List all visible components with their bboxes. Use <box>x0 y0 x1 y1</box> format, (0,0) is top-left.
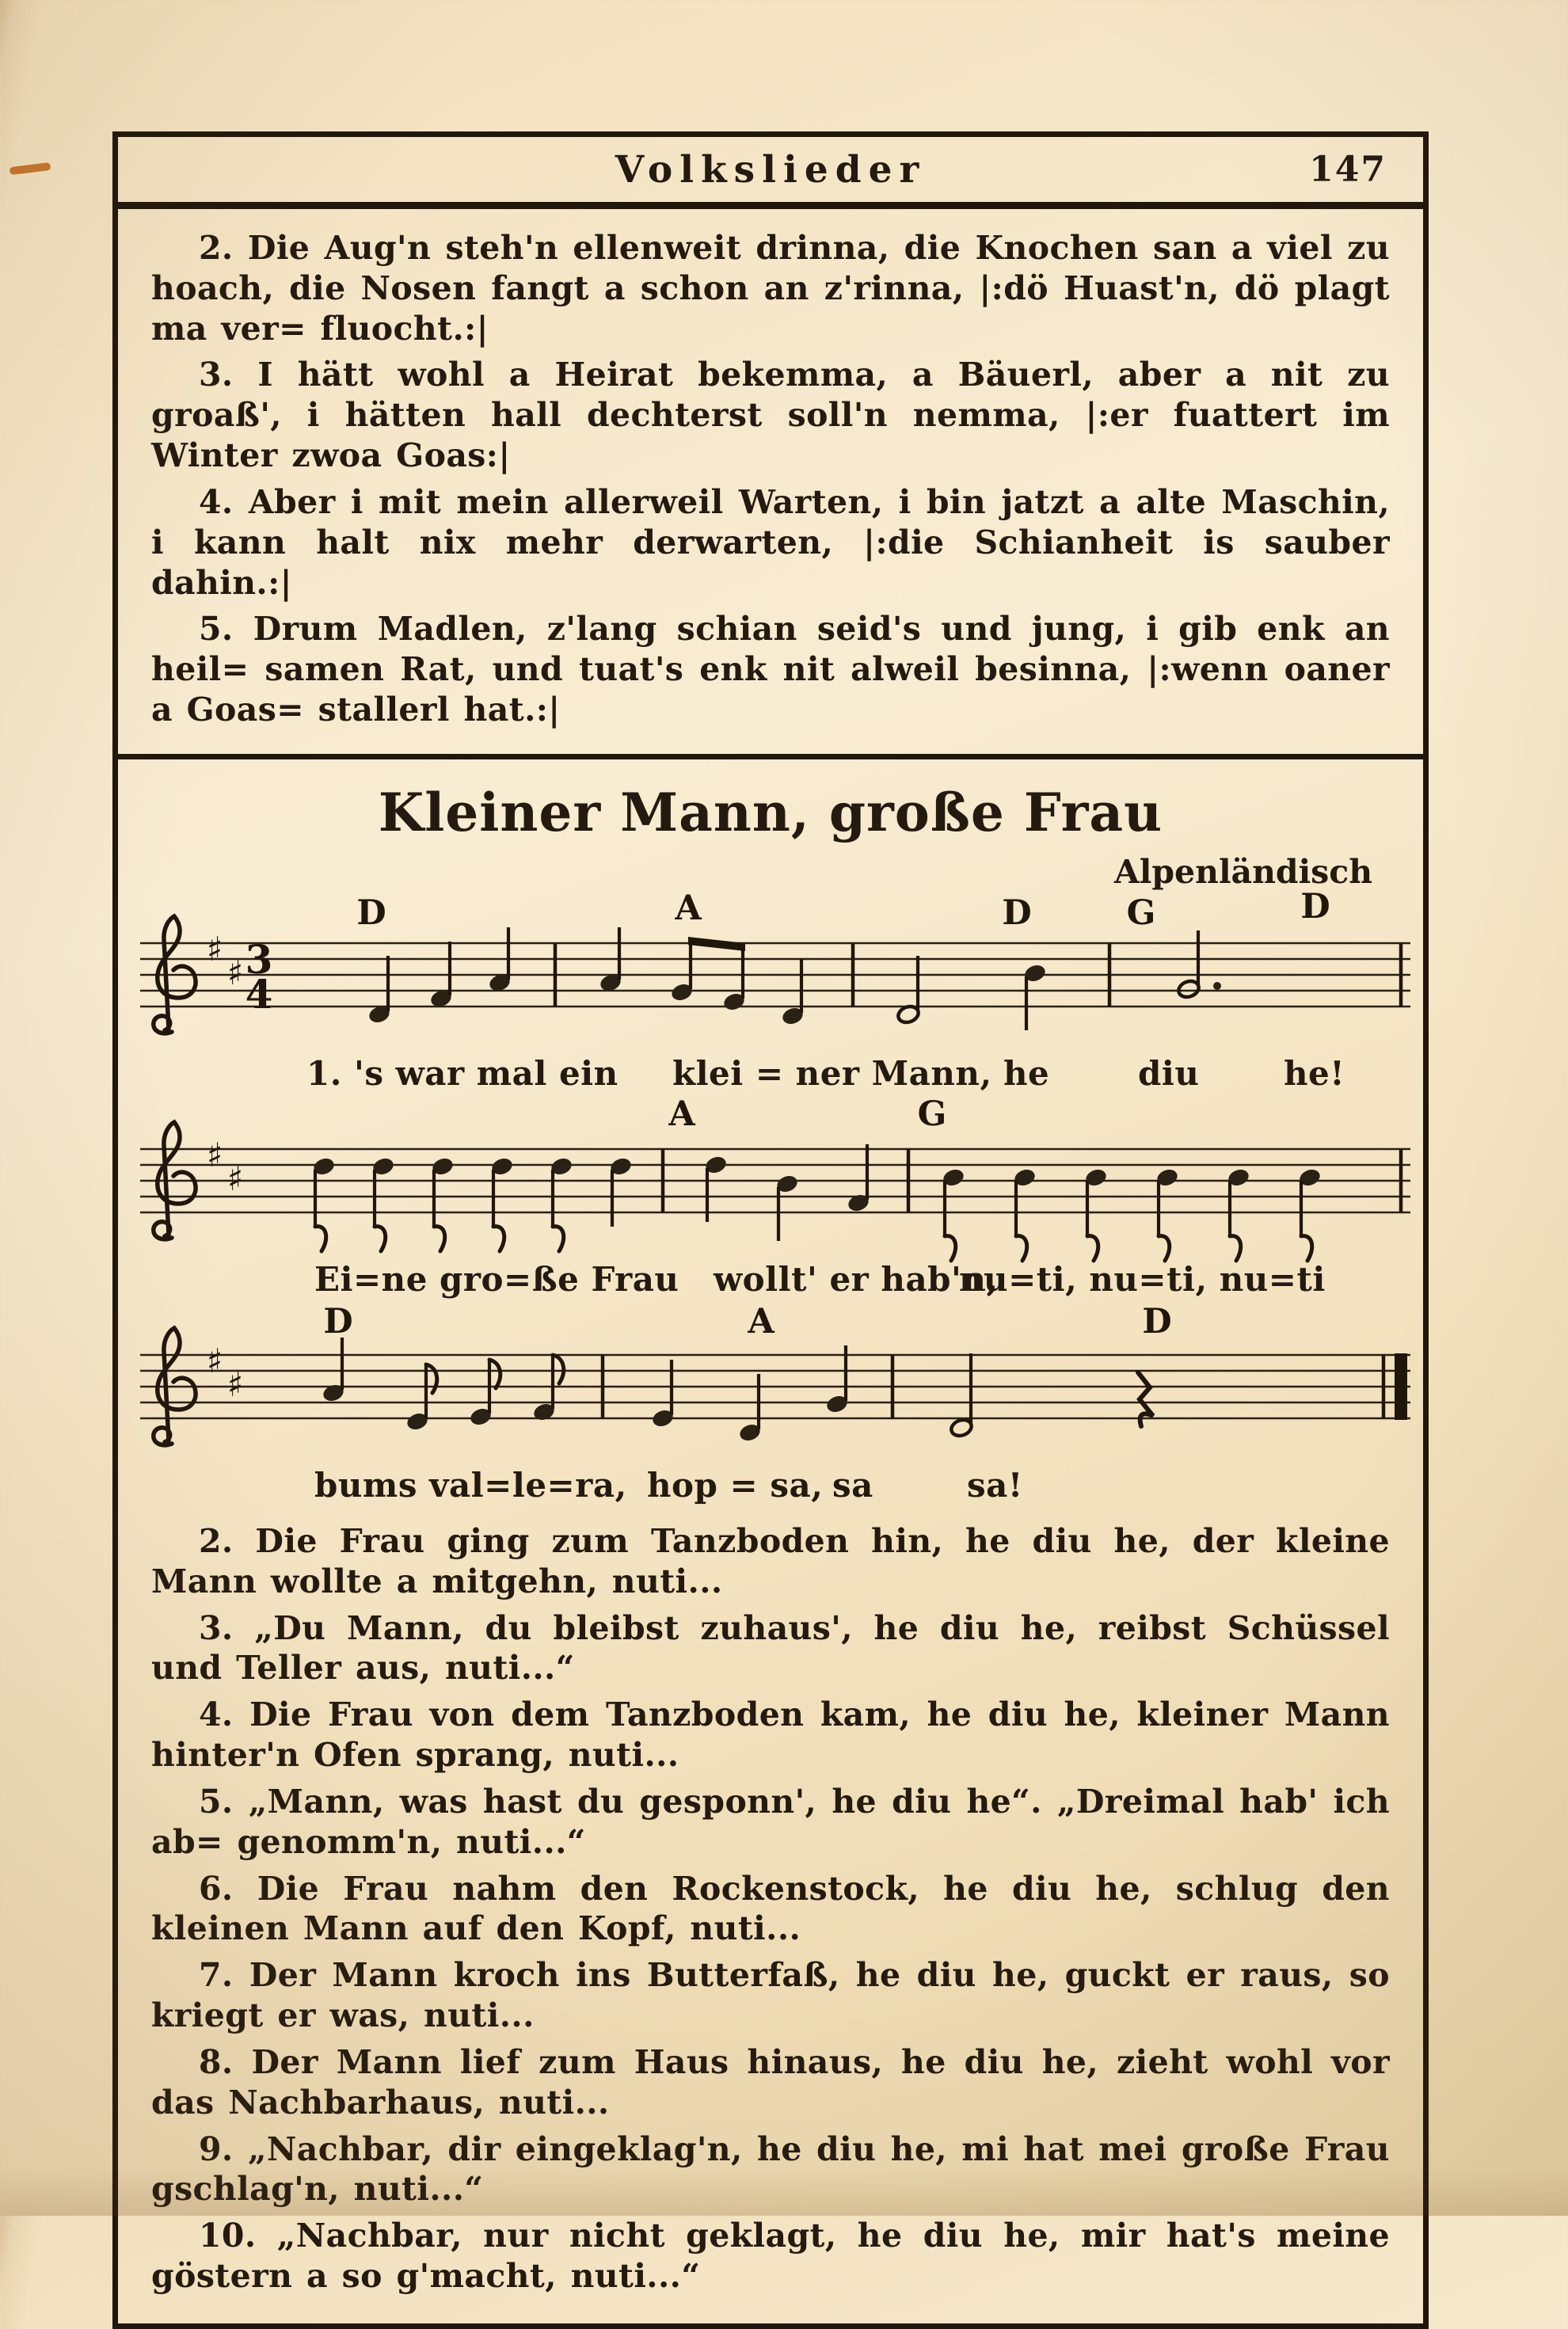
notes <box>322 1338 1407 1443</box>
margin-mark <box>10 162 51 175</box>
lyric: he! <box>1284 1053 1345 1093</box>
lyric: bums val=le=ra, <box>314 1465 627 1505</box>
svg-text:3: 3 <box>245 935 273 983</box>
page-header <box>118 137 1423 209</box>
verse-paragraph: 5. „Mann, was hast du gesponn', he diu he“. „Dreimal hab' ich ab= genomm'n, nuti...“ <box>151 1782 1390 1861</box>
chord-label: A <box>668 1094 695 1134</box>
chord-label: G <box>917 1094 947 1134</box>
verse-paragraph: 7. Der Mann kroch ins Butterfaß, he diu he, guckt er raus, so kriegt er was, nuti... <box>151 1956 1390 2035</box>
chord-label: A <box>748 1301 774 1341</box>
lyric: Ei=ne gro=ße Frau <box>314 1259 679 1299</box>
verse-paragraph: 2. Die Aug'n steh'n ellenweit drinna, die Knochen san a viel zu hoach, die Nosen fangt a schon an z'rinna, |:dö Huast'n, dö plagt ma ver= fluocht.:| <box>151 229 1390 348</box>
svg-text:♯: ♯ <box>227 1159 244 1198</box>
staff-lines <box>140 1149 1410 1212</box>
chord-label: D <box>323 1301 353 1341</box>
verse-paragraph: 10. „Nachbar, nur nicht geklagt, he diu he, mir hat's meine göstern a so g'macht, nuti...“ <box>151 2217 1390 2296</box>
music-staff-1 <box>134 886 1417 1054</box>
verse-paragraph: 4. Die Frau von dem Tanzboden kam, he diu he, kleiner Mann hinter'n Ofen sprang, nuti... <box>151 1695 1390 1775</box>
lyric: diu <box>1138 1053 1200 1093</box>
lyric: wollt' er hab'n, <box>714 1259 999 1299</box>
content-frame <box>112 131 1429 2329</box>
lyric: 1. 's war mal ein <box>306 1053 618 1093</box>
svg-text:♯: ♯ <box>207 1135 223 1174</box>
verse-paragraph: 5. Drum Madlen, z'lang schian seid's und jung, i gib enk an heil= samen Rat, und tuat's enk nit alweil besinna, |:wenn oaner a Goas= stallerl hat.:| <box>151 610 1390 729</box>
music-staff-2 <box>134 1094 1417 1260</box>
chord-labels <box>356 887 1330 933</box>
music-system-2 <box>118 1094 1433 1303</box>
time-signature <box>245 936 273 1018</box>
chord-label: G <box>1126 892 1156 933</box>
chord-label: D <box>356 892 386 933</box>
song-title: Kleiner Mann, große Frau <box>378 781 1163 843</box>
lyric: klei = ner Mann, <box>672 1053 992 1093</box>
lyrics-line-2 <box>118 1260 1433 1303</box>
chord-label: D <box>1300 886 1330 927</box>
chord-labels <box>668 1094 946 1134</box>
verse-paragraph: 2. Die Frau ging zum Tanzboden hin, he diu he, der kleine Mann wollte a mitgehn, nuti... <box>151 1521 1390 1600</box>
lyric: sa! <box>967 1465 1023 1505</box>
chord-label: A <box>675 888 702 928</box>
verse-paragraph: 9. „Nachbar, dir eingeklag'n, he diu he, mi hat mei große Frau gschlag'n, nuti...“ <box>151 2129 1390 2209</box>
song-origin: Alpenländisch <box>1114 852 1372 891</box>
verse-paragraph: 3. „Du Mann, du bleibst zuhaus', he diu he, reibst Schüssel und Teller aus, nuti...“ <box>151 1608 1390 1688</box>
page-number: 147 <box>1309 149 1387 190</box>
verse-paragraph: 4. Aber i mit mein allerweil Warten, i bin jatzt a alte Maschin, i kann halt nix mehr derwarten, |:die Schianheit is sauber dahin.:| <box>151 482 1390 602</box>
key-signature <box>207 1136 243 1198</box>
music-system-1 <box>118 886 1433 1097</box>
svg-text:4: 4 <box>245 970 273 1018</box>
svg-text:♯: ♯ <box>207 1341 223 1380</box>
chord-label: D <box>1142 1301 1172 1341</box>
chord-label: D <box>1002 892 1032 933</box>
music-system-3 <box>118 1301 1433 1509</box>
svg-text:♯: ♯ <box>207 929 223 969</box>
lyric: sa <box>832 1465 873 1505</box>
svg-text:♯: ♯ <box>227 1364 244 1404</box>
lyric: nu=ti, nu=ti, nu=ti <box>959 1259 1326 1299</box>
verse-paragraph: 3. I hätt wohl a Heirat bekemma, a Bäuerl, aber a nit zu groaß', i hätten hall dechterst soll'n nemma, |:er fuattert im Winter zwoa Goas:| <box>151 356 1390 475</box>
lyric: hop = sa, <box>647 1465 824 1505</box>
section-divider <box>118 754 1423 759</box>
page-header-title: Volkslieder <box>615 147 927 192</box>
staff-lines <box>140 943 1410 1007</box>
chord-labels <box>323 1302 1171 1341</box>
previous-song-verses <box>118 209 1423 751</box>
song-verses <box>118 1509 1423 2323</box>
key-signature <box>207 1341 243 1404</box>
song-header <box>118 759 1423 891</box>
lyrics-line-3 <box>118 1466 1433 1509</box>
key-signature <box>207 930 243 992</box>
verse-paragraph: 8. Der Mann lief zum Haus hinaus, he diu he, zieht wohl vor das Nachbarhaus, nuti... <box>151 2042 1390 2122</box>
svg-text:♯: ♯ <box>227 953 244 992</box>
lyrics-line-1 <box>118 1054 1433 1097</box>
music-staff-3 <box>134 1301 1417 1466</box>
lyric: he <box>1003 1053 1050 1093</box>
verse-paragraph: 6. Die Frau nahm den Rockenstock, he diu he, schlug den kleinen Mann auf den Kopf, nuti... <box>151 1869 1390 1948</box>
notes <box>312 1144 1401 1261</box>
